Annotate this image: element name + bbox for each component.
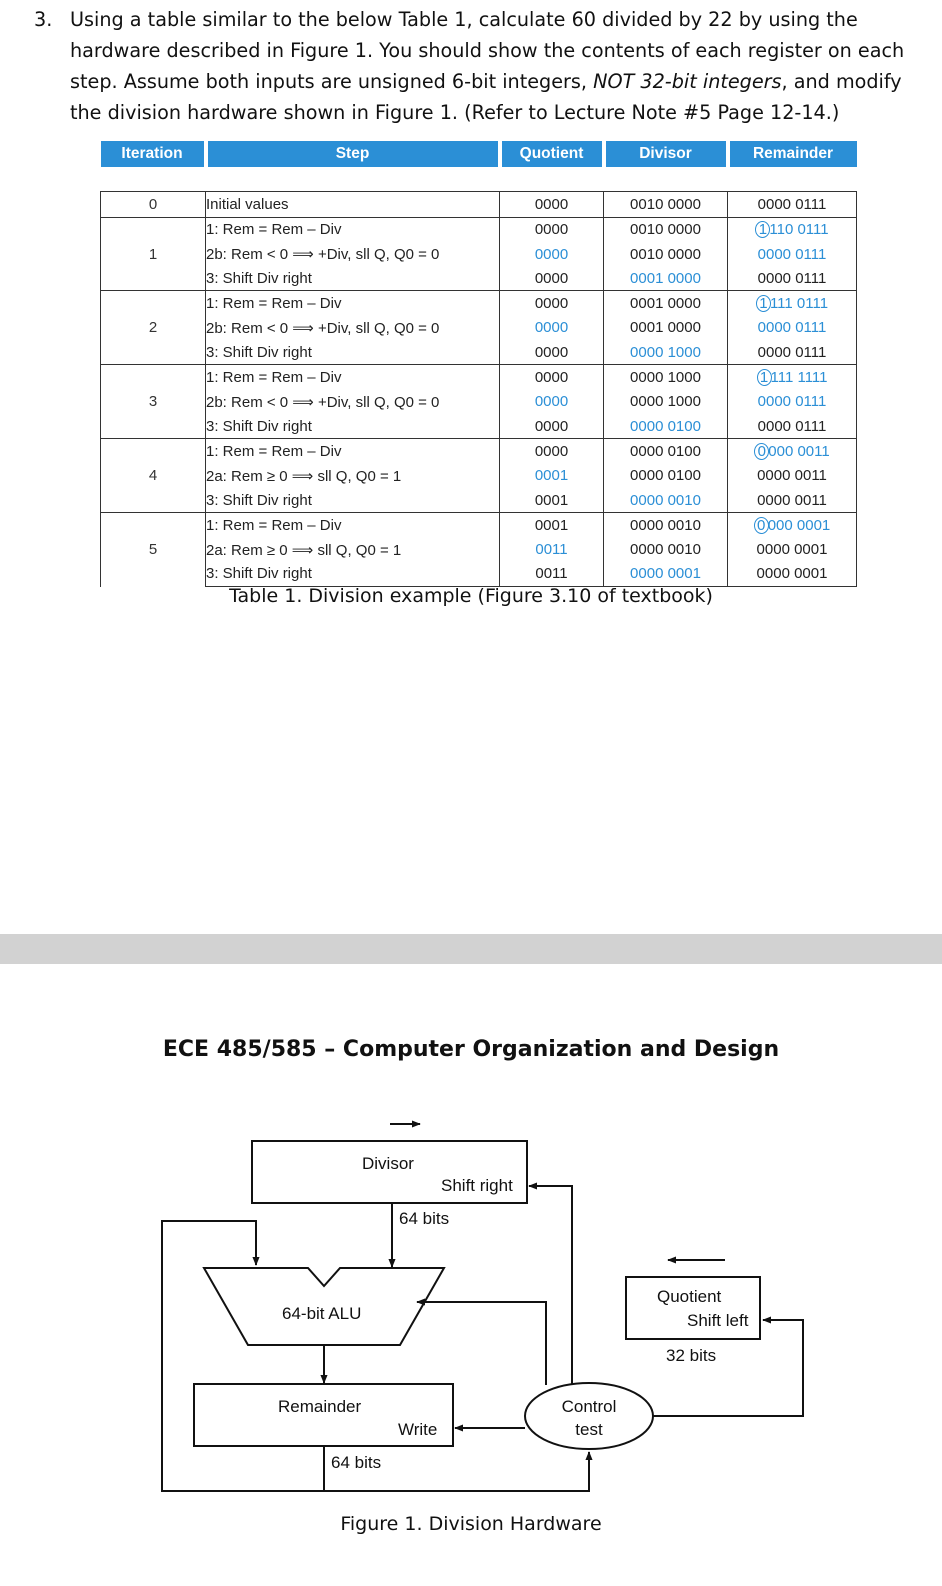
table-body	[101, 192, 857, 587]
quotient-cell: 0000	[500, 414, 604, 439]
table-row	[101, 365, 857, 390]
sign-bit-circle: 0	[754, 517, 769, 534]
quotient-cell: 0000	[500, 439, 604, 464]
iteration-cell: 1	[101, 217, 206, 291]
divisor-bits-label: 64 bits	[399, 1209, 450, 1228]
remainder-value: 000 0011	[768, 442, 830, 460]
division-hardware-diagram	[0, 1100, 942, 1520]
remainder-value: 111 0111	[769, 295, 829, 313]
divisor-cell: 0010 0000	[604, 217, 728, 242]
remainder-cell	[728, 537, 857, 561]
table-row	[101, 537, 857, 561]
question-line-1: Using a table similar to the below Table 1, calculate 60 divided by 22 by using the	[70, 8, 858, 31]
divisor-shift-label: Shift right	[441, 1176, 513, 1195]
remainder-64-line	[162, 1446, 324, 1491]
question-line-3: step. Assume both inputs are unsigned 6-bit integers, NOT 32-bit integers, and modify	[70, 70, 902, 93]
remainder-cell	[728, 414, 857, 439]
step-cell: 3: Shift Div right	[206, 414, 500, 439]
control-test-unit	[525, 1383, 653, 1449]
step-cell: 2a: Rem ≥ 0 ⟹ sll Q, Q0 = 1	[206, 464, 500, 488]
quotient-cell: 0001	[500, 464, 604, 488]
remainder-value: 0000 0111	[757, 417, 827, 435]
remainder-value: 0000 0111	[757, 319, 827, 337]
sign-bit-circle: 1	[755, 221, 770, 238]
iteration-cell: 2	[101, 291, 206, 365]
divisor-cell: 0001 0000	[604, 266, 728, 291]
step-cell: 1: Rem = Rem – Div	[206, 291, 500, 316]
table-row	[101, 192, 857, 217]
remainder-cell	[728, 266, 857, 291]
alu-label: 64-bit ALU	[282, 1304, 362, 1323]
quotient-cell: 0000	[500, 217, 604, 242]
remainder-value: 0000 0111	[757, 343, 827, 361]
quotient-bits-label: 32 bits	[666, 1346, 717, 1365]
step-cell: 1: Rem = Rem – Div	[206, 439, 500, 464]
table-row	[101, 217, 857, 242]
remainder-value: 111 1111	[770, 369, 828, 387]
remainder-value: 0000 0111	[757, 245, 827, 263]
iteration-cell: 3	[101, 365, 206, 439]
question-line-2: hardware described in Figure 1. You should show the contents of each register on each	[70, 39, 905, 62]
header-iteration: Iteration	[101, 141, 206, 167]
quotient-cell: 0000	[500, 365, 604, 390]
divisor-cell: 0000 0010	[604, 488, 728, 513]
step-cell: 2a: Rem ≥ 0 ⟹ sll Q, Q0 = 1	[206, 537, 500, 561]
quotient-cell: 0001	[500, 488, 604, 513]
question-line-4: the division hardware shown in Figure 1. (Refer to Lecture Note #5 Page 12-14.)	[70, 101, 840, 124]
header-step: Step	[206, 141, 500, 167]
remainder-value: 0000 0011	[757, 491, 827, 509]
iteration-cell: 0	[101, 192, 206, 217]
step-cell: 3: Shift Div right	[206, 488, 500, 513]
quotient-label: Quotient	[657, 1287, 722, 1306]
iteration-cell: 4	[101, 439, 206, 513]
quotient-cell: 0000	[500, 291, 604, 316]
question-text	[70, 4, 924, 128]
table-row	[101, 562, 857, 587]
quotient-cell: 0000	[500, 316, 604, 340]
divisor-cell: 0000 0100	[604, 464, 728, 488]
divisor-cell: 0001 0000	[604, 291, 728, 316]
remainder-cell	[728, 242, 857, 266]
control-label: Control	[561, 1397, 617, 1416]
remainder-cell	[728, 217, 857, 242]
remainder-label: Remainder	[278, 1397, 362, 1416]
remainder-value: 000 0001	[767, 516, 831, 534]
question-number: 3.	[34, 8, 53, 31]
sign-bit-circle: 1	[756, 295, 771, 312]
divisor-cell: 0000 0100	[604, 414, 728, 439]
divisor-cell: 0001 0000	[604, 316, 728, 340]
step-cell: 1: Rem = Rem – Div	[206, 217, 500, 242]
step-cell: Initial values	[206, 192, 500, 217]
quotient-cell: 0000	[500, 266, 604, 291]
iteration-cell: 5	[101, 513, 206, 587]
remainder-cell	[728, 365, 857, 390]
table-row	[101, 513, 857, 538]
remainder-value: 0000 0011	[757, 467, 827, 485]
remainder-value: 110 0111	[769, 221, 829, 239]
quotient-cell: 0001	[500, 513, 604, 538]
table-row	[101, 291, 857, 316]
question-emphasis: NOT 32-bit integers	[593, 70, 782, 93]
header-remainder: Remainder	[728, 141, 857, 167]
table-caption: Table 1. Division example (Figure 3.10 of textbook)	[229, 585, 713, 607]
table-row	[101, 390, 857, 414]
remainder-value: 0000 0111	[757, 269, 827, 287]
remainder-value: 0000 0111	[757, 393, 827, 411]
remainder-bits-label: 64 bits	[331, 1453, 382, 1472]
remainder-value: 0000 0001	[756, 565, 828, 583]
step-cell: 3: Shift Div right	[206, 562, 500, 587]
divisor-cell: 0000 0001	[604, 562, 728, 587]
quotient-shift-label: Shift left	[687, 1311, 749, 1330]
table-row	[101, 242, 857, 266]
figure-caption: Figure 1. Division Hardware	[340, 1513, 602, 1535]
divisor-cell: 0010 0000	[604, 192, 728, 217]
remainder-cell	[728, 316, 857, 340]
division-table	[100, 141, 857, 587]
control-to-divisor-arrow	[529, 1186, 572, 1385]
table-row	[101, 340, 857, 365]
step-cell: 3: Shift Div right	[206, 340, 500, 365]
remainder-cell	[728, 192, 857, 217]
remainder-value: 0000 0111	[757, 195, 827, 213]
quotient-cell: 0011	[500, 562, 604, 587]
divisor-cell: 0000 0010	[604, 537, 728, 561]
step-cell: 2b: Rem < 0 ⟹ +Div, sll Q, Q0 = 0	[206, 316, 500, 340]
remainder-cell	[728, 488, 857, 513]
table-row	[101, 316, 857, 340]
quotient-cell: 0000	[500, 242, 604, 266]
table-row	[101, 414, 857, 439]
question-block	[34, 4, 924, 128]
page-divider	[0, 934, 942, 964]
step-cell: 2b: Rem < 0 ⟹ +Div, sll Q, Q0 = 0	[206, 242, 500, 266]
table-header-row	[101, 141, 857, 167]
sign-bit-circle: 0	[754, 443, 769, 460]
divisor-cell: 0000 1000	[604, 390, 728, 414]
step-cell: 2b: Rem < 0 ⟹ +Div, sll Q, Q0 = 0	[206, 390, 500, 414]
step-cell: 1: Rem = Rem – Div	[206, 513, 500, 538]
divisor-cell: 0000 1000	[604, 365, 728, 390]
header-divisor: Divisor	[604, 141, 728, 167]
table-row	[101, 266, 857, 291]
divisor-cell: 0000 1000	[604, 340, 728, 365]
divisor-cell: 0000 0100	[604, 439, 728, 464]
header-quotient: Quotient	[500, 141, 604, 167]
table-row	[101, 464, 857, 488]
course-title: ECE 485/585 – Computer Organization and Design	[162, 1037, 780, 1062]
remainder-value: 0000 0001	[756, 541, 828, 559]
test-label: test	[575, 1420, 603, 1439]
sign-bit-circle: 1	[757, 369, 772, 386]
remainder-write-label: Write	[398, 1420, 438, 1439]
step-cell: 3: Shift Div right	[206, 266, 500, 291]
quotient-cell: 0000	[500, 192, 604, 217]
step-cell: 1: Rem = Rem – Div	[206, 365, 500, 390]
remainder-cell	[728, 464, 857, 488]
remainder-cell	[728, 562, 857, 587]
remainder-cell	[728, 439, 857, 464]
table-row	[101, 488, 857, 513]
remainder-cell	[728, 390, 857, 414]
control-to-alu-arrow	[417, 1302, 546, 1385]
quotient-cell: 0011	[500, 537, 604, 561]
quotient-cell: 0000	[500, 340, 604, 365]
divisor-cell: 0000 0010	[604, 513, 728, 538]
divisor-cell: 0010 0000	[604, 242, 728, 266]
remainder-cell	[728, 513, 857, 538]
table-row	[101, 439, 857, 464]
quotient-cell: 0000	[500, 390, 604, 414]
remainder-feedback-line	[162, 1221, 256, 1491]
remainder-cell	[728, 291, 857, 316]
divisor-label: Divisor	[362, 1154, 414, 1173]
remainder-cell	[728, 340, 857, 365]
